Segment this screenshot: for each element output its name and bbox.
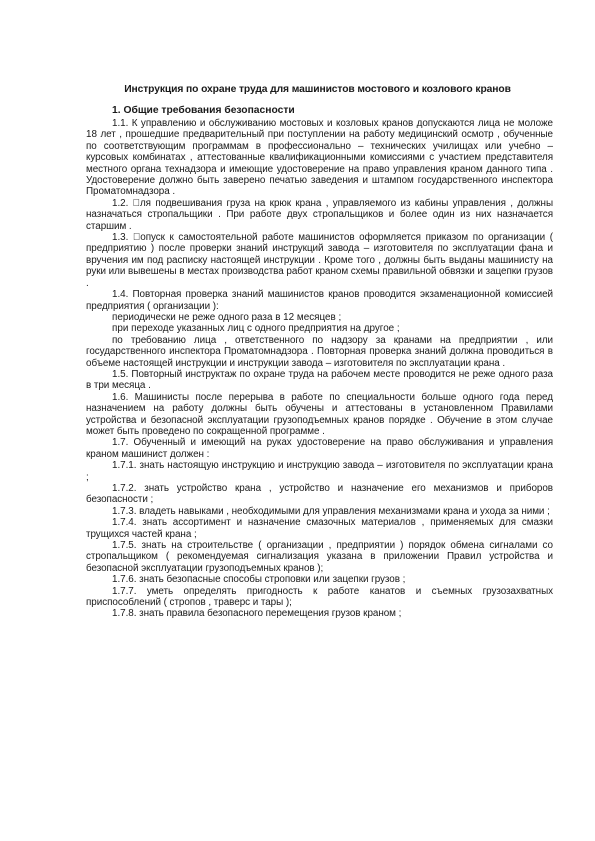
paragraph-1-7-3: 1.7.3. владеть навыками , необходимыми для управления механизмами крана и ухода за ними ; [112, 505, 550, 517]
paragraph-1-4-cont: по требованию лица , ответственного по надзору за кранами на предприятии , или государственного инспектора Проматомнадзора . Повторная проверка знаний должна проводиться в объеме настоящей инструкции и инструкции завода – изготовителя по эксплуатации крана . [86, 334, 553, 369]
paragraph-1-7-8: 1.7.8. знать правила безопасного перемещения грузов краном ; [112, 608, 402, 620]
paragraph-1-7-1: 1.7.1. знать настоящую инструкцию и инструкцию завода – изготовителя по эксплуатации крана ; [86, 460, 553, 483]
paragraph-1-3: 1.3. опуск к самостоятельной работе машинистов оформляется приказом по организации ( предприятию ) после проверки знаний инструкций завода – изготовителя по эксплуатации фана и вручения им под расписку настоящей инструкции . Кроме того , должны быть выданы машинисту на руки или вывешены в местах производства работ краном схемы правильной обвязки и зацепки грузов . [86, 232, 553, 289]
paragraph-1-7-5: 1.7.5. знать на строительстве ( организации , предприятии ) порядок обмена сигналами со стропальщиком ( рекомендуемая сигнализация указана в приложении Правил устройства и безопасной эксплуатации грузоподъемных кранов ); [86, 540, 553, 574]
list-item: при переходе указанных лиц с одного предприятия на другое ; [112, 323, 400, 335]
list-item: периодически не реже одного раза в 12 месяцев ; [112, 311, 342, 323]
paragraph-1-5: 1.5. Повторный инструктаж по охране труда на рабочем месте проводится не реже одного раза в три месяца . [86, 368, 553, 392]
paragraph-1-4: 1.4. Повторная проверка знаний машинистов кранов проводится экзаменационной комиссией предприятия ( организации ): [86, 289, 553, 312]
paragraph-1-2: 1.2. ля подвешивания груза на крюк крана , управляемого из кабины управления , должны назначаться стропальщики . При работе двух стропальщиков и более один из них назначается старшим . [86, 197, 553, 232]
paragraph-1-1: 1.1. К управлению и обслуживанию мостовых и козловых кранов допускаются лица не моложе 18 лет , прошедшие предварительный при поступлении на работу медицинский осмотр , обученные по соответствующим программам в профессионально – технических училищах или учебно – курсовых комбинатах , аттестованные квалификационными комиссиями с участием представителя местного органа технадзора и имеющие удостоверение на право управления краном данного типа . Удостоверение должно быть заверено печатью заведения и штампом государственного инспектора Проматомнадзора . [86, 118, 553, 198]
paragraph-1-7-2: 1.7.2. знать устройство крана , устройство и назначение его механизмов и приборов безопасности ; [86, 483, 553, 506]
paragraph-1-6: 1.6. Машинисты после перерыва в работе по специальности больше одного года перед назначением на работу должны быть обучены и аттестованы в установленном Правилами устройства и безопасной эксплуатации грузоподъемных кранов порядке . Обучение в этом случае может быть проведено по сокращенной программе . [86, 391, 553, 437]
document-title: Инструкция по охране труда для машинистов мостового и козлового кранов [124, 84, 511, 95]
paragraph-1-7: 1.7. Обученный и имеющий на руках удостоверение на право обслуживания и управления краном машинист должен : [86, 437, 553, 460]
paragraph-1-7-4: 1.7.4. знать ассортимент и назначение смазочных материалов , применяемых для смазки трущихся частей крана ; [86, 517, 553, 540]
paragraph-1-7-7: 1.7.7. уметь определять пригодность к работе канатов и съемных грузозахватных приспособлений ( стропов , траверс и тары ); [86, 585, 553, 609]
section-heading: 1. Общие требования безопасности [112, 105, 295, 116]
paragraph-1-7-6: 1.7.6. знать безопасные способы строповки или зацепки грузов ; [112, 574, 406, 586]
